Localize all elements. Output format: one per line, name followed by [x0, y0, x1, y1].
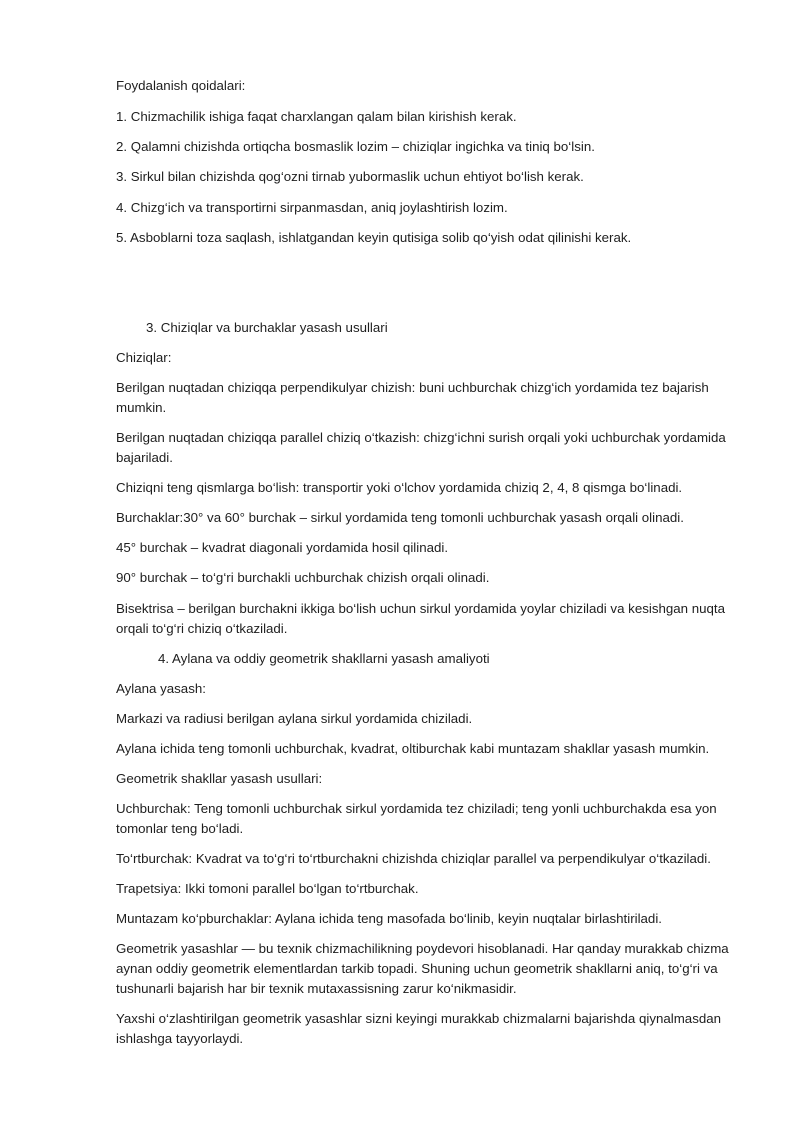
body-paragraph: Trapetsiya: Ikki tomoni parallel bo‘lgan to‘rtburchak. — [116, 881, 419, 896]
body-paragraph: Geometrik yasashlar — bu texnik chizmachilikning poydevori hisoblanadi. Har qanday murakkab chizma aynan oddiy geometrik elementlardan tarkib topadi. Shuning uchun geometrik shakllarni aniq, to‘g‘ri va tushunarli bajarish har bir texnik mutaxassisning zarur ko‘nikmasidir. — [116, 941, 729, 996]
body-paragraph: Yaxshi o‘zlashtirilgan geometrik yasashlar sizni keyingi murakkab chizmalarni bajarishda qiynalmasdan ishlashga tayyorlaydi. — [116, 1011, 722, 1046]
body-paragraph: Chiziqni teng qismlarga bo‘lish: transportir yoki o‘lchov yordamida chiziq 2, 4, 8 qismga bo‘linadi. — [116, 480, 683, 495]
rule-item: 3. Sirkul bilan chizishda qog‘ozni tirnab yubormaslik uchun ehtiyot bo‘lish kerak. — [116, 169, 584, 184]
body-paragraph: Muntazam ko‘pburchaklar: Aylana ichida teng masofada bo‘linib, keyin nuqtalar birlashtiriladi. — [116, 911, 662, 926]
body-paragraph: Berilgan nuqtadan chiziqqa parallel chiziq o‘tkazish: chizg‘ichni surish orqali yoki uchburchak yordamida bajariladi. — [116, 430, 726, 465]
body-paragraph: Markazi va radiusi berilgan aylana sirkul yordamida chiziladi. — [116, 711, 473, 726]
section-4-title: 4. Aylana va oddiy geometrik shakllarni yasash amaliyoti — [158, 651, 490, 666]
body-paragraph: To‘rtburchak: Kvadrat va to‘g‘ri to‘rtburchakni chizishda chiziqlar parallel va perpendikulyar o‘tkaziladi. — [116, 851, 711, 866]
body-paragraph: Aylana ichida teng tomonli uchburchak, kvadrat, oltiburchak kabi muntazam shakllar yasash mumkin. — [116, 741, 710, 756]
rules-heading: Foydalanish qoidalari: — [116, 78, 246, 93]
body-paragraph: 90° burchak – to‘g‘ri burchakli uchburchak chizish orqali olinadi. — [116, 570, 490, 585]
body-paragraph: Berilgan nuqtadan chiziqqa perpendikulyar chizish: buni uchburchak chizg‘ich yordamida tez bajarish mumkin. — [116, 380, 709, 415]
body-paragraph: Geometrik shakllar yasash usullari: — [116, 771, 323, 786]
section-3-title: 3. Chiziqlar va burchaklar yasash usullari — [146, 320, 388, 335]
body-paragraph: Burchaklar:30° va 60° burchak – sirkul yordamida teng tomonli uchburchak yasash orqali olinadi. — [116, 510, 684, 525]
body-paragraph: Bisektrisa – berilgan burchakni ikkiga bo‘lish uchun sirkul yordamida yoylar chiziladi va kesishgan nuqta orqali to‘g‘ri chiziq o‘tkaziladi. — [116, 601, 726, 636]
rule-item: 2. Qalamni chizishda ortiqcha bosmaslik lozim – chiziqlar ingichka va tiniq bo‘lsin. — [116, 139, 595, 154]
body-paragraph: 45° burchak – kvadrat diagonali yordamida hosil qilinadi. — [116, 540, 449, 555]
section-4-subheading: Aylana yasash: — [116, 681, 206, 696]
rule-item: 5. Asboblarni toza saqlash, ishlatgandan keyin qutisiga solib qo‘yish odat qilinishi kerak. — [116, 230, 632, 245]
section-3-subheading: Chiziqlar: — [116, 350, 172, 365]
rule-item: 4. Chizg‘ich va transportirni sirpanmasdan, aniq joylashtirish lozim. — [116, 200, 508, 215]
rule-item: 1. Chizmachilik ishiga faqat charxlangan qalam bilan kirishish kerak. — [116, 109, 517, 124]
body-paragraph: Uchburchak: Teng tomonli uchburchak sirkul yordamida tez chiziladi; teng yonli uchburchakda esa yon tomonlar teng bo‘ladi. — [116, 801, 717, 836]
